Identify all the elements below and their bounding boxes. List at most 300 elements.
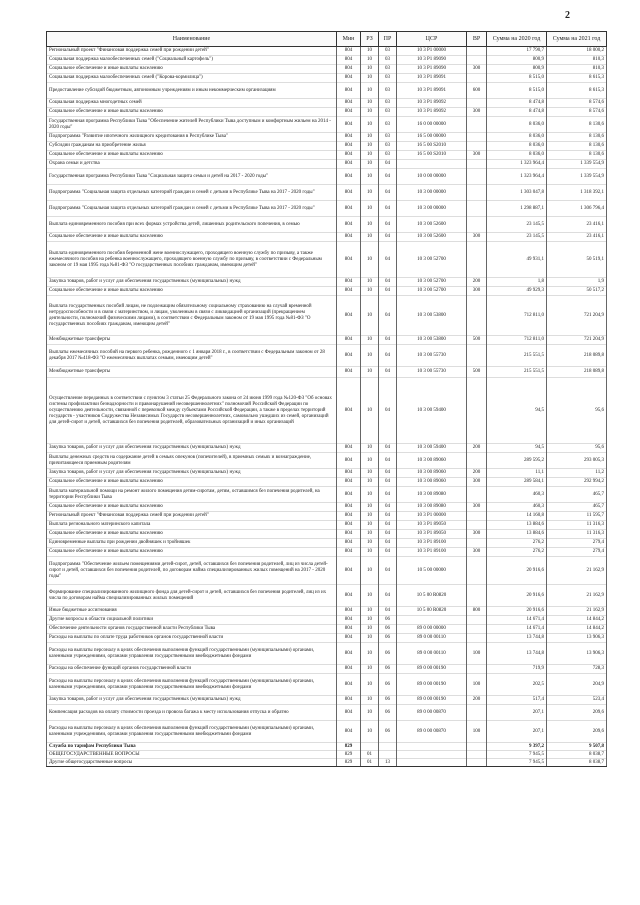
row-pr: 04 <box>379 487 397 503</box>
row-vr <box>467 759 487 767</box>
row-pr: 06 <box>379 674 397 696</box>
row-vr: 300 <box>467 151 487 160</box>
table-row <box>47 634 607 643</box>
row-sum-2021: 1 339 554,9 <box>547 160 607 169</box>
row-sum-2020: 94,5 <box>487 444 547 453</box>
row-sum-2020: 20 916,6 <box>487 557 547 585</box>
table-row <box>47 539 607 548</box>
row-csr: 89 0 00 00870 <box>397 705 467 721</box>
row-min: 804 <box>337 169 361 185</box>
table-row <box>47 665 607 674</box>
row-sum-2021: 204,9 <box>547 674 607 696</box>
row-sum-2021: 50 517,2 <box>547 287 607 296</box>
row-pr: 04 <box>379 557 397 585</box>
table-row <box>47 478 607 487</box>
row-rz: 10 <box>361 336 379 345</box>
table-row <box>47 751 607 759</box>
row-rz: 10 <box>361 83 379 99</box>
header-sum-2020: Сумма на 2020 год <box>487 32 547 47</box>
row-csr: 10 5 00 00000 <box>397 557 467 585</box>
header-pr: ПР <box>379 32 397 47</box>
table-row <box>47 585 607 607</box>
row-sum-2020: 712 811,0 <box>487 336 547 345</box>
row-vr: 500 <box>467 367 487 378</box>
row-min: 804 <box>337 151 361 160</box>
row-sum-2021: 50 519,1 <box>547 242 607 278</box>
row-sum-2020: 20 916,6 <box>487 607 547 616</box>
row-min: 804 <box>337 56 361 65</box>
row-rz: 10 <box>361 287 379 296</box>
row-sum-2020: 1 303 047,8 <box>487 185 547 201</box>
row-rz: 10 <box>361 74 379 83</box>
row-rz: 10 <box>361 185 379 201</box>
row-pr: 06 <box>379 634 397 643</box>
row-sum-2020: 517,4 <box>487 696 547 705</box>
row-sum-2020: 460,3 <box>487 487 547 503</box>
row-pr: 04 <box>379 469 397 478</box>
row-csr: 89 0 00 00870 <box>397 721 467 743</box>
row-min: 804 <box>337 643 361 665</box>
row-csr: 89 0 00 00110 <box>397 634 467 643</box>
row-sum-2020: 49 931,1 <box>487 242 547 278</box>
row-sum-2020: 712 811,0 <box>487 296 547 336</box>
row-sum-2021: 810,3 <box>547 65 607 74</box>
row-sum-2020: 800,9 <box>487 65 547 74</box>
row-rz: 10 <box>361 242 379 278</box>
row-min: 804 <box>337 367 361 378</box>
row-min: 804 <box>337 469 361 478</box>
row-csr: 16 5 00 S2010 <box>397 151 467 160</box>
row-rz: 10 <box>361 512 379 521</box>
row-csr: 10 3 P1 89050 <box>397 521 467 530</box>
row-sum-2021: 465,7 <box>547 503 607 512</box>
row-rz: 10 <box>361 625 379 634</box>
row-sum-2021: 13 906,3 <box>547 634 607 643</box>
row-pr: 06 <box>379 696 397 705</box>
row-sum-2020: 9 397,2 <box>487 743 547 751</box>
table-row <box>47 151 607 160</box>
row-csr: 89 0 00 00190 <box>397 696 467 705</box>
row-name: Государственная программа Республики Тыва "Обеспечение жителей Республики Тыва доступным и комфортным жильем на 2014 - 2020 годы" <box>47 117 337 133</box>
row-sum-2021: 8 038,7 <box>547 751 607 759</box>
table-row <box>47 557 607 585</box>
row-min: 804 <box>337 674 361 696</box>
row-pr: 03 <box>379 74 397 83</box>
row-rz: 10 <box>361 521 379 530</box>
row-csr: 10 0 00 00000 <box>397 169 467 185</box>
row-vr <box>467 378 487 444</box>
row-csr: 10 3 P1 89092 <box>397 99 467 108</box>
row-csr: 89 0 00 00190 <box>397 665 467 674</box>
row-name: Предоставление субсидий бюджетным, автономным учреждениям и иным некоммерческим организациям <box>47 83 337 99</box>
table-row <box>47 453 607 469</box>
row-min: 804 <box>337 616 361 625</box>
row-pr: 04 <box>379 201 397 217</box>
row-sum-2020: 94,5 <box>487 378 547 444</box>
row-csr: 10 3 P1 89091 <box>397 83 467 99</box>
table-row <box>47 503 607 512</box>
row-name: ОБЩЕГОСУДАРСТВЕННЫЕ ВОПРОСЫ <box>47 751 337 759</box>
row-min: 804 <box>337 47 361 56</box>
row-sum-2021: 1,9 <box>547 278 607 287</box>
table-row <box>47 607 607 616</box>
row-vr: 200 <box>467 469 487 478</box>
table-row <box>47 367 607 378</box>
table-row <box>47 74 607 83</box>
row-vr <box>467 585 487 607</box>
row-name: Региональный проект "Финансовая поддержка семей при рождении детей" <box>47 47 337 56</box>
row-sum-2020: 1 323 964,4 <box>487 160 547 169</box>
row-pr: 04 <box>379 444 397 453</box>
row-csr: 10 5 00 R0820 <box>397 607 467 616</box>
row-pr: 04 <box>379 530 397 539</box>
row-csr: 10 3 P1 00000 <box>397 47 467 56</box>
row-rz: 10 <box>361 453 379 469</box>
row-csr: 10 3 00 55730 <box>397 345 467 367</box>
row-name: Социальное обеспечение и иные выплаты населению <box>47 503 337 512</box>
table-row <box>47 117 607 133</box>
row-pr: 04 <box>379 503 397 512</box>
row-vr: 300 <box>467 233 487 242</box>
row-vr: 300 <box>467 287 487 296</box>
row-rz: 10 <box>361 99 379 108</box>
row-rz: 10 <box>361 233 379 242</box>
table-row <box>47 65 607 74</box>
row-name: Межбюджетные трансферты <box>47 367 337 378</box>
row-min: 804 <box>337 99 361 108</box>
row-vr <box>467 242 487 278</box>
row-csr: 10 3 P1 89091 <box>397 74 467 83</box>
row-sum-2021: 21 162,9 <box>547 607 607 616</box>
row-pr: 04 <box>379 585 397 607</box>
row-min: 804 <box>337 160 361 169</box>
row-pr: 04 <box>379 278 397 287</box>
row-rz: 10 <box>361 607 379 616</box>
row-vr <box>467 201 487 217</box>
row-vr <box>467 99 487 108</box>
row-pr: 06 <box>379 616 397 625</box>
table-row <box>47 643 607 665</box>
row-sum-2021: 292 994,2 <box>547 478 607 487</box>
row-min: 804 <box>337 278 361 287</box>
row-name: Другие вопросы в области социальной политики <box>47 616 337 625</box>
row-pr: 03 <box>379 99 397 108</box>
row-rz: 10 <box>361 585 379 607</box>
row-rz: 10 <box>361 56 379 65</box>
row-vr <box>467 169 487 185</box>
row-pr: 04 <box>379 160 397 169</box>
row-pr: 04 <box>379 296 397 336</box>
row-name: Социальное обеспечение и иные выплаты населению <box>47 548 337 557</box>
row-rz: 10 <box>361 278 379 287</box>
row-sum-2020: 20 916,6 <box>487 585 547 607</box>
row-rz: 01 <box>361 751 379 759</box>
row-sum-2021: 8 038,7 <box>547 759 607 767</box>
row-vr: 300 <box>467 503 487 512</box>
row-pr: 06 <box>379 721 397 743</box>
row-csr: 10 3 P1 89050 <box>397 530 467 539</box>
row-rz: 10 <box>361 557 379 585</box>
row-vr <box>467 487 487 503</box>
row-vr: 600 <box>467 83 487 99</box>
row-sum-2020: 8 515,0 <box>487 83 547 99</box>
row-csr: 10 3 P1 89100 <box>397 548 467 557</box>
row-sum-2020: 8 036,0 <box>487 142 547 151</box>
row-rz: 10 <box>361 539 379 548</box>
row-vr <box>467 751 487 759</box>
row-name: Выплата материальной помощи на ремонт жилого помещения детям-сиротам, детям, оставшимся без попечения родителей, на территории Республики Тыва <box>47 487 337 503</box>
row-pr: 03 <box>379 142 397 151</box>
row-min: 829 <box>337 759 361 767</box>
header-rz: РЗ <box>361 32 379 47</box>
row-vr: 300 <box>467 478 487 487</box>
row-pr: 04 <box>379 242 397 278</box>
row-sum-2020: 14 671,4 <box>487 616 547 625</box>
row-rz: 10 <box>361 643 379 665</box>
row-csr: 10 3 P1 89090 <box>397 65 467 74</box>
row-pr: 13 <box>379 759 397 767</box>
row-rz: 10 <box>361 503 379 512</box>
row-min: 804 <box>337 108 361 117</box>
row-name: Социальное обеспечение и иные выплаты населению <box>47 108 337 117</box>
row-min: 804 <box>337 242 361 278</box>
row-sum-2020: 13 884,6 <box>487 521 547 530</box>
row-rz: 10 <box>361 201 379 217</box>
row-sum-2020: 11,1 <box>487 469 547 478</box>
row-sum-2020: 7 945,5 <box>487 759 547 767</box>
table-row <box>47 169 607 185</box>
row-rz: 10 <box>361 674 379 696</box>
row-sum-2021: 523,4 <box>547 696 607 705</box>
row-pr <box>379 743 397 751</box>
row-name: Государственная программа Республики Тыва "Социальная защита семьи и детей на 2017 - 2020 годы" <box>47 169 337 185</box>
row-sum-2021: 14 844,2 <box>547 616 607 625</box>
table-row <box>47 487 607 503</box>
row-name: Расходы на выплаты по оплате труда работников органов государственной власти <box>47 634 337 643</box>
row-vr: 200 <box>467 696 487 705</box>
table-row <box>47 512 607 521</box>
row-sum-2020: 17 790,7 <box>487 47 547 56</box>
row-rz: 10 <box>361 478 379 487</box>
row-vr: 100 <box>467 643 487 665</box>
row-vr <box>467 616 487 625</box>
row-name: Выплаты денежных средств на содержание детей в семьях опекунов (попечителей), в приемных семьях и вознаграждение, причитающееся приемным родителям <box>47 453 337 469</box>
row-sum-2021: 13 906,3 <box>547 643 607 665</box>
row-rz: 10 <box>361 665 379 674</box>
row-name: Другие общегосударственные вопросы <box>47 759 337 767</box>
row-sum-2020: 207,1 <box>487 705 547 721</box>
row-csr: 10 3 00 52700 <box>397 287 467 296</box>
row-rz: 10 <box>361 705 379 721</box>
row-min: 804 <box>337 65 361 74</box>
row-name: Закупка товаров, работ и услуг для обеспечения государственных (муниципальных) нужд <box>47 469 337 478</box>
row-name: Обеспечение деятельности органов государственной власти Республики Тыва <box>47 625 337 634</box>
row-csr: 10 3 P1 89092 <box>397 108 467 117</box>
table-row <box>47 99 607 108</box>
row-name: Социальное обеспечение и иные выплаты населению <box>47 287 337 296</box>
table-row <box>47 696 607 705</box>
header-csr: ЦСР <box>397 32 467 47</box>
row-sum-2021: 8 615,3 <box>547 83 607 99</box>
row-name: Расходы на выплаты персоналу в целях обеспечения выполнения функций государственными (муниципальными) органами, казенными учреждениями, органами управления государственными внебюджетными фондами <box>47 721 337 743</box>
row-vr: 300 <box>467 530 487 539</box>
row-pr: 04 <box>379 539 397 548</box>
row-min: 804 <box>337 503 361 512</box>
row-min: 829 <box>337 751 361 759</box>
row-rz: 10 <box>361 634 379 643</box>
row-vr <box>467 142 487 151</box>
row-pr: 04 <box>379 453 397 469</box>
row-vr <box>467 117 487 133</box>
row-min: 804 <box>337 378 361 444</box>
row-sum-2020: 1 298 887,1 <box>487 201 547 217</box>
table-row <box>47 721 607 743</box>
page-number: 2 <box>565 10 570 21</box>
row-csr <box>397 160 467 169</box>
row-pr: 04 <box>379 512 397 521</box>
row-rz: 10 <box>361 160 379 169</box>
row-sum-2020: 719,9 <box>487 665 547 674</box>
row-sum-2020: 23 145,5 <box>487 233 547 242</box>
row-pr: 03 <box>379 83 397 99</box>
header-vr: ВР <box>467 32 487 47</box>
row-vr <box>467 160 487 169</box>
row-pr: 04 <box>379 233 397 242</box>
row-pr: 04 <box>379 378 397 444</box>
row-min: 804 <box>337 696 361 705</box>
row-sum-2021: 8 130,6 <box>547 142 607 151</box>
row-sum-2020: 1 323 964,4 <box>487 169 547 185</box>
row-sum-2021: 23 416,1 <box>547 233 607 242</box>
row-name: Субсидии гражданам на приобретение жилья <box>47 142 337 151</box>
row-sum-2020: 8 036,0 <box>487 133 547 142</box>
row-min: 804 <box>337 83 361 99</box>
table-row <box>47 345 607 367</box>
row-name: Закупка товаров, работ и услуг для обеспечения государственных (муниципальных) нужд <box>47 278 337 287</box>
row-name: Закупка товаров, работ и услуг для обеспечения государственных (муниципальных) нужд <box>47 444 337 453</box>
row-rz: 10 <box>361 469 379 478</box>
row-sum-2021: 23 416,1 <box>547 217 607 233</box>
table-body <box>47 47 607 767</box>
row-min: 804 <box>337 233 361 242</box>
row-sum-2020: 215 551,5 <box>487 345 547 367</box>
row-min: 804 <box>337 217 361 233</box>
row-pr: 04 <box>379 607 397 616</box>
row-sum-2020: 8 474,8 <box>487 99 547 108</box>
row-pr: 06 <box>379 625 397 634</box>
row-pr: 06 <box>379 705 397 721</box>
table-row <box>47 56 607 65</box>
row-rz: 10 <box>361 47 379 56</box>
row-sum-2021: 9 507,8 <box>547 743 607 751</box>
row-name: Социальное обеспечение и иные выплаты населению <box>47 233 337 242</box>
row-sum-2021: 14 844,2 <box>547 625 607 634</box>
row-pr: 04 <box>379 287 397 296</box>
row-vr: 100 <box>467 721 487 743</box>
table-row <box>47 530 607 539</box>
row-pr: 04 <box>379 548 397 557</box>
table-row <box>47 521 607 530</box>
row-sum-2021: 8 574,6 <box>547 108 607 117</box>
row-rz: 10 <box>361 108 379 117</box>
row-rz: 10 <box>361 378 379 444</box>
table-row <box>47 233 607 242</box>
row-sum-2021: 8 615,3 <box>547 74 607 83</box>
row-min: 804 <box>337 296 361 336</box>
row-csr: 10 3 00 53800 <box>397 336 467 345</box>
row-csr: 10 3 00 89060 <box>397 453 467 469</box>
row-sum-2021: 293 005,3 <box>547 453 607 469</box>
row-csr: 10 3 P1 89100 <box>397 539 467 548</box>
row-csr: 10 3 00 52700 <box>397 278 467 287</box>
row-csr: 16 0 00 00000 <box>397 117 467 133</box>
row-sum-2021: 279,4 <box>547 548 607 557</box>
row-name: Подпрограмма "Социальная защита отдельных категорий граждан и семей с детьми в Республике Тыва на 2017 - 2020 годы" <box>47 201 337 217</box>
row-min: 804 <box>337 607 361 616</box>
row-name: Социальное обеспечение и иные выплаты населению <box>47 478 337 487</box>
row-sum-2021: 11 316,3 <box>547 521 607 530</box>
table-row <box>47 674 607 696</box>
row-sum-2020: 207,1 <box>487 721 547 743</box>
row-pr: 04 <box>379 336 397 345</box>
row-name: Расходы на выплаты персоналу в целях обеспечения выполнения функций государственными (муниципальными) органами, казенными учреждениями, органами управления государственными внебюджетными фондами <box>47 674 337 696</box>
row-vr <box>467 345 487 367</box>
row-vr <box>467 185 487 201</box>
row-pr: 06 <box>379 643 397 665</box>
table-row <box>47 759 607 767</box>
table-row <box>47 378 607 444</box>
row-rz: 10 <box>361 696 379 705</box>
row-vr <box>467 625 487 634</box>
row-min: 804 <box>337 133 361 142</box>
row-pr: 03 <box>379 56 397 65</box>
row-sum-2020: 23 145,5 <box>487 217 547 233</box>
row-sum-2020: 14 671,4 <box>487 625 547 634</box>
table-row <box>47 185 607 201</box>
row-pr: 04 <box>379 185 397 201</box>
row-name: Подпрограмма "Социальная защита отдельных категорий граждан и семей с детьми в Республике Тыва на 2017 - 2020 годы" <box>47 185 337 201</box>
row-csr: 10 3 00 52600 <box>397 233 467 242</box>
header-sum-2021: Сумма на 2021 год <box>547 32 607 47</box>
row-sum-2020: 276,2 <box>487 548 547 557</box>
row-sum-2021: 18 000,2 <box>547 47 607 56</box>
row-vr <box>467 74 487 83</box>
row-pr <box>379 751 397 759</box>
row-sum-2021: 1 318 392,1 <box>547 185 607 201</box>
row-csr <box>397 751 467 759</box>
row-name: Социальная поддержка малообеспеченных семей ("Социальный картофель") <box>47 56 337 65</box>
row-rz: 10 <box>361 487 379 503</box>
row-sum-2021: 11,2 <box>547 469 607 478</box>
row-min: 804 <box>337 444 361 453</box>
row-pr: 03 <box>379 47 397 56</box>
row-pr: 04 <box>379 367 397 378</box>
row-min: 804 <box>337 185 361 201</box>
row-min: 804 <box>337 201 361 217</box>
row-sum-2021: 721 204,9 <box>547 296 607 336</box>
row-min: 804 <box>337 142 361 151</box>
row-sum-2020: 289 595,2 <box>487 453 547 469</box>
table-row <box>47 296 607 336</box>
header-row <box>47 32 607 47</box>
row-vr: 200 <box>467 278 487 287</box>
row-name: Подпрограмма "Развитие ипотечного жилищного кредитования в Республике Тыва" <box>47 133 337 142</box>
row-vr <box>467 705 487 721</box>
table-row <box>47 705 607 721</box>
row-sum-2021: 21 162,9 <box>547 557 607 585</box>
row-name: Социальное обеспечение и иные выплаты населению <box>47 65 337 74</box>
row-name: Выплата регионального материнского капитала <box>47 521 337 530</box>
